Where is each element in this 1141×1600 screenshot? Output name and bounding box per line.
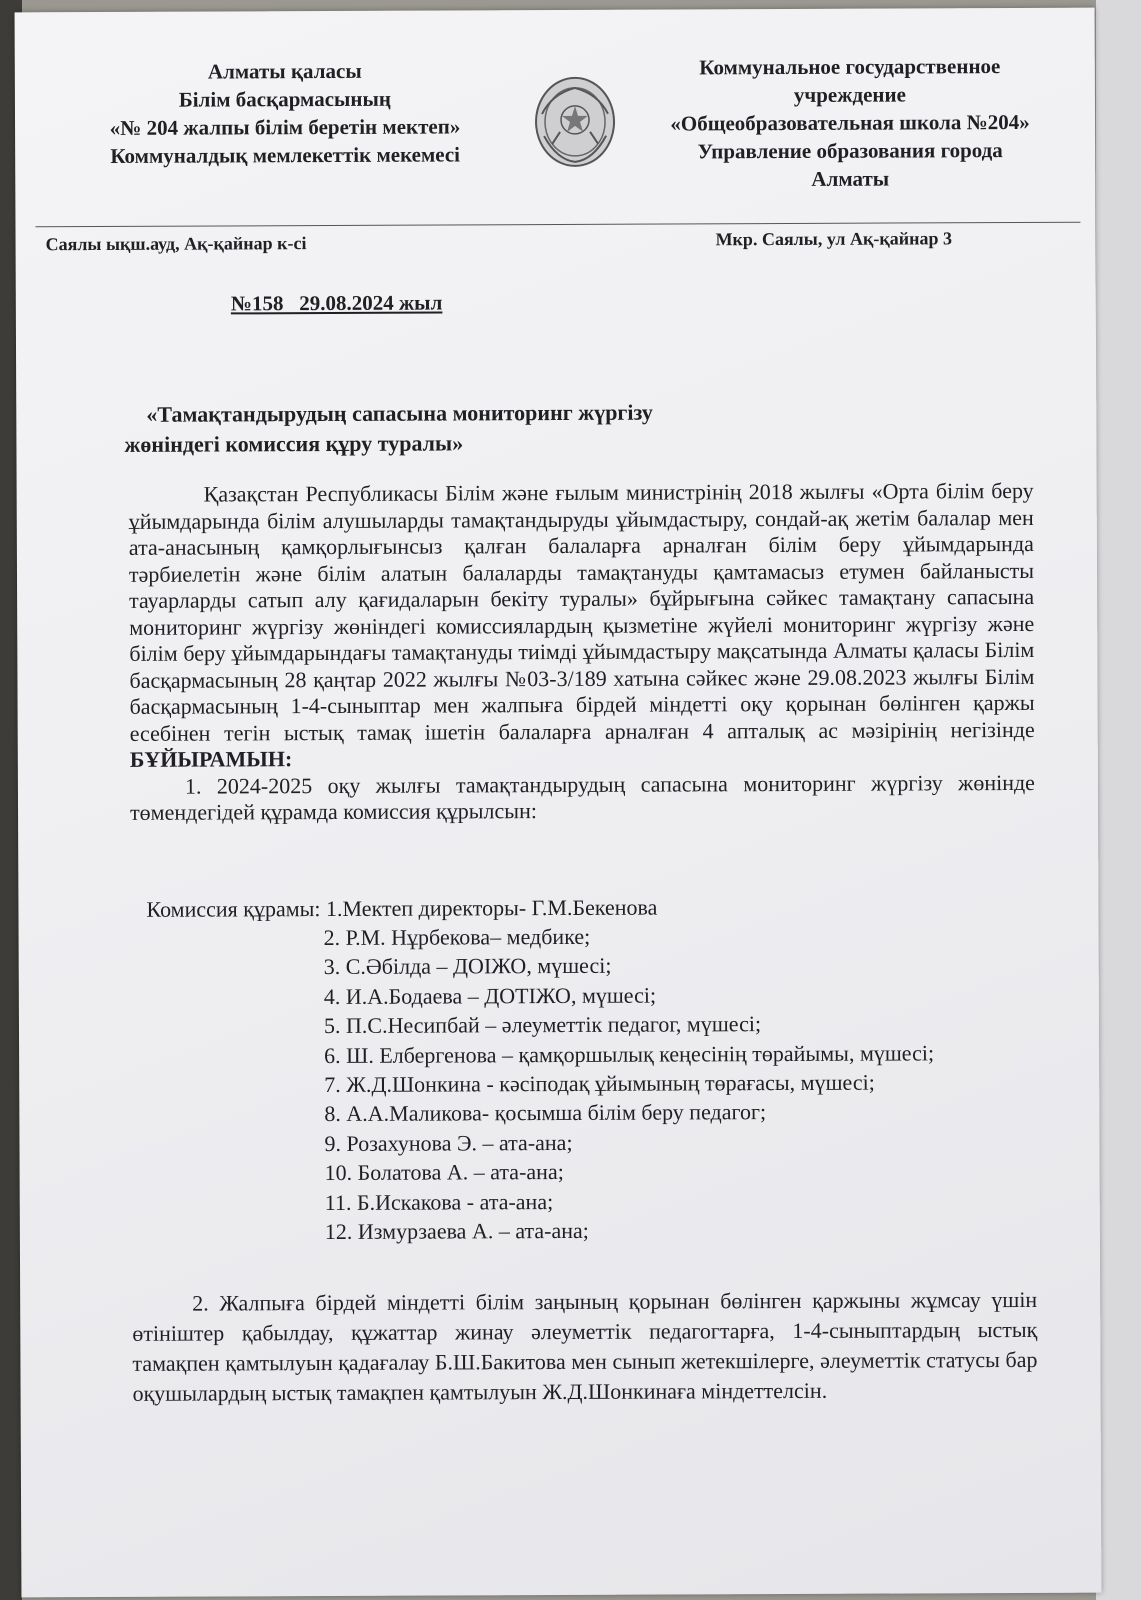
list-item: 12. Измурзаева А. – ата-ана; [324, 1217, 589, 1245]
title-line-1: «Тамақтандырудың сапасына мониторинг жүргізу [146, 399, 653, 427]
list-item: 5. П.С.Несипбай – әлеуметтік педагог, мүшесі; [323, 1011, 762, 1039]
item-1-paragraph: 1. 2024-2025 оқу жылғы тамақтандырудың сапасына мониторинг жүргізу жөнінде төмендегідей құрамда комиссия құрылсын: [129, 769, 1035, 825]
header-right-line-4: Управление образования города [697, 138, 1003, 164]
header-right-russian [615, 52, 1086, 194]
list-item: 2. Р.М. Нұрбекова– медбике; [323, 923, 591, 951]
header-left-line-2: Білім басқармасының [178, 86, 392, 112]
address-left: Саялы ықш.ауд, Ақ-қайнар к-сі [45, 233, 307, 255]
preamble-paragraph [129, 478, 1035, 773]
order-decree-word: БҰЙЫРАМЫН: [129, 746, 293, 772]
header-right-line-1: Коммунальное государственное [699, 54, 1001, 80]
header-right-line-3: «Общеобразовательная школа №204» [670, 109, 1030, 136]
address-right: Мкр. Саялы, ул Ақ-қайнар 3 [715, 228, 952, 250]
list-item: 9. Розахунова Э. – ата-ана; [324, 1129, 573, 1156]
header-left-line-3: «№ 204 жалпы білім беретін мектеп» [109, 114, 461, 140]
title-line-2: жөніндегі комиссия құру туралы» [124, 430, 464, 457]
order-body [129, 478, 1035, 826]
header-divider [35, 222, 1080, 228]
commission-members-label: Комиссия құрамы: 1.Мектеп директоры- Г.М.Бекенова [146, 894, 658, 922]
list-item: 7. Ж.Д.Шонкина - кәсіподақ ұйымының төрағасы, мүшесі; [324, 1069, 875, 1098]
header-right-line-2: учреждение [793, 82, 906, 107]
list-item: 11. Б.Искакова - ата-ана; [324, 1188, 554, 1215]
header-left-kazakh [55, 56, 515, 170]
list-item: 6. Ш. Елбергенова – қамқоршылық кеңесінің төрайымы, мүшесі; [324, 1039, 935, 1068]
header-left-line-1: Алматы қаласы [207, 58, 362, 84]
header-left-line-4: Коммуналдық мемлекеттік мекемесі [110, 142, 461, 168]
item-2-paragraph: 2. Жалпыға бірдей міндетті білім заңының қорынан бөлінген қаржыны жұмсау үшін өтініштер қабылдау, құжаттар жинау әлеуметтік педагогтарға, 1-4-сыныптардың ыстық тамақпен қамтылуын қадағалау Б.Ш.Бакитова мен сынып жетекшілерге, әлеуметтік статусы бар оқушылардың ыстық тамақпен қамтылуын Ж.Д.Шонкинаға міндеттелсін. [132, 1286, 1038, 1406]
list-item: 8. А.А.Маликова- қосымша білім беру педагог; [324, 1099, 767, 1127]
kazakhstan-emblem-icon [532, 74, 618, 170]
document-page [15, 8, 1102, 1598]
order-title [124, 397, 824, 460]
preamble-text: Қазақстан Республикасы Білім және ғылым министрінің 2018 жылғы «Орта білім беру ұйымдарында білім алушыларды тамақтандыруды ұйымдастыру, сондай-ақ жетім балалар мен ата-анасының қамқорлығынсыз қалған балаларға арналған білім беру ұйымдарында тәрбиелетін және білім алатын балаларды тамақтануды қамтамасыз етумен байланысты тауарларды сатып алу қағидаларын бекіту туралы» бұйрығына сәйкес тамақтану сапасына мониторинг жүргізу жөніндегі комиссиялардың қызметіне жүйелі мониторинг жүргізу және білім беру ұйымдарындағы тамақтануды тиімді ұйымдастыру мақсатында Алматы қаласы Білім басқармасының 28 қаңтар 2022 жылғы №03-3/189 хатына сәйкес және 29.08.2023 жылғы Білім басқармасының 1-4-сыныптар мен жалпыға бірдей міндетті оқу қорынан бөлінген қаржы есебінен тегін ыстық тамақ ішетін балаларға арналған 4 апталық ас мәзірінің негізінде [128, 477, 1035, 746]
order-number-date: №158 29.08.2024 жыл [230, 290, 443, 316]
commission-members-list [324, 920, 1065, 1247]
list-item: 4. И.А.Бодаева – ДОТІЖО, мүшесі; [323, 982, 657, 1009]
background-right-edge [1096, 0, 1141, 1600]
list-item: 3. С.Әбілда – ДОІЖО, мүшесі; [323, 953, 612, 980]
header-right-line-5: Алматы [811, 166, 890, 191]
list-item: 10. Болатова А. – ата-ана; [324, 1159, 564, 1186]
